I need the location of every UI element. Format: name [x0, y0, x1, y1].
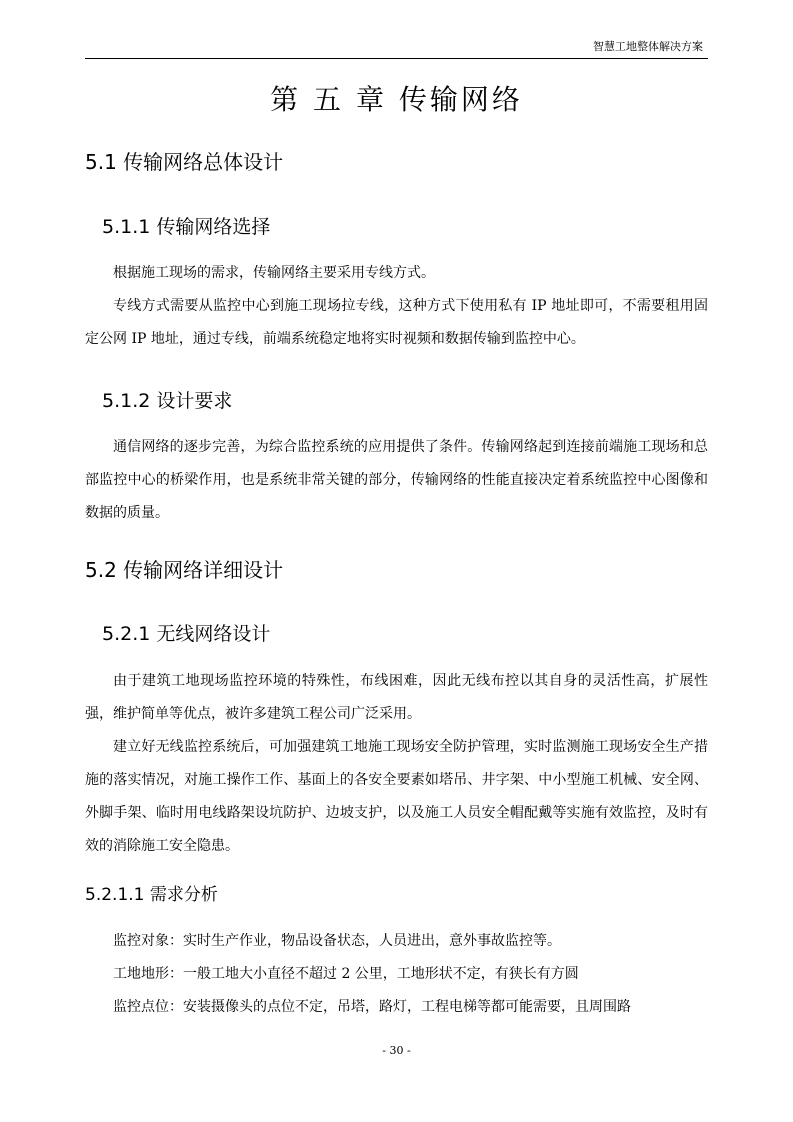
section-5-1-2-heading: 5.1.2 设计要求 — [102, 390, 233, 412]
chapter-title: 第 五 章 传输网络 — [270, 83, 523, 116]
section-5-2-heading: 5.2 传输网络详细设计 — [85, 558, 284, 582]
section-5-2-1-heading: 5.2.1 无线网络设计 — [102, 623, 271, 645]
page-number: - 30 - — [382, 1044, 411, 1057]
section-5-2-1-1-heading: 5.2.1.1 需求分析 — [85, 885, 218, 905]
paragraph: 由于建筑工地现场监控环境的特殊性，布线困难，因此无线布控以其自身的灵活性高，扩展性强，维护简单等优点，被许多建筑工程公司广泛采用。 — [85, 673, 708, 722]
paragraph: 监控对象：实时生产作业，物品设备状态，人员进出，意外事故监控等。 — [113, 933, 561, 949]
paragraph: 监控点位：安装摄像头的点位不定，吊塔，路灯，工程电梯等都可能需要，且周围路 — [113, 999, 631, 1015]
running-header: 智慧工地整体解决方案 — [593, 40, 703, 53]
paragraph: 工地地形：一般工地大小直径不超过 2 公里，工地形状不定，有狭长有方圆 — [113, 966, 579, 982]
paragraph: 根据施工现场的需求，传输网络主要采用专线方式。 — [113, 265, 435, 281]
section-5-1-1-heading: 5.1.1 传输网络选择 — [102, 216, 271, 238]
paragraph: 专线方式需要从监控中心到施工现场拉专线，这种方式下使用私有 IP 地址即可，不需要租用固定公网 IP 地址，通过专线，前端系统稳定地将实时视频和数据传输到监控中心。 — [85, 298, 708, 347]
paragraph: 通信网络的逐步完善，为综合监控系统的应用提供了条件。传输网络起到连接前端施工现场和总部监控中心的桥梁作用，也是系统非常关键的部分，传输网络的性能直接决定着系统监控中心图像和数据的质量。 — [85, 439, 708, 521]
section-5-1-heading: 5.1 传输网络总体设计 — [85, 150, 284, 174]
header-divider — [85, 58, 708, 59]
paragraph: 建立好无线监控系统后，可加强建筑工地施工现场安全防护管理，实时监测施工现场安全生产措施的落实情况，对施工操作工作、基面上的各安全要素如塔吊、井字架、中小型施工机械、安全网、外脚手架、临时用电线路架设坑防护、边坡支护，以及施工人员安全帽配戴等实施有效监控，及时有效的消除施工安全隐患。 — [85, 739, 708, 854]
